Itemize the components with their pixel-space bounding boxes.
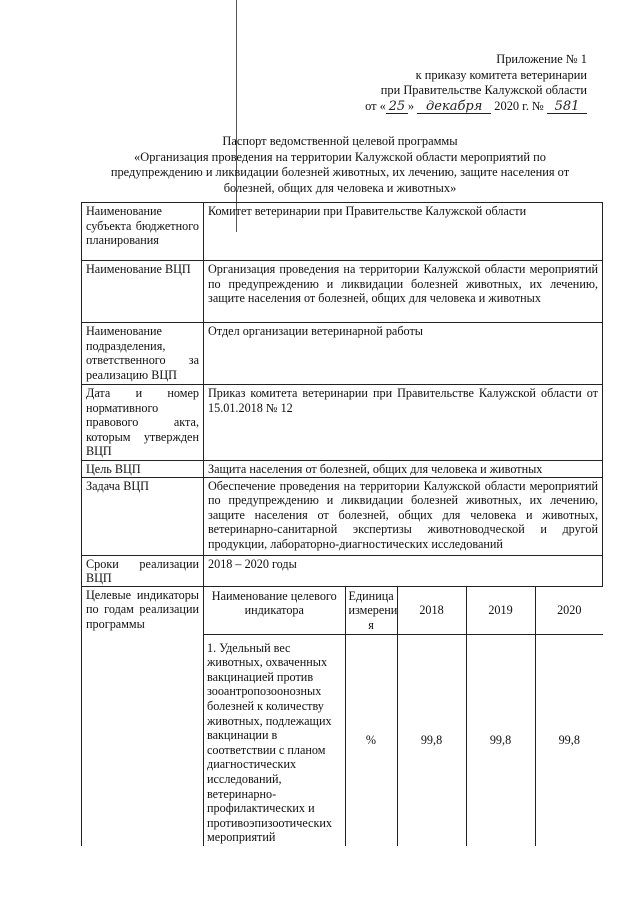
- date-day-handwritten: 25: [386, 100, 408, 114]
- indicators-header-row: [204, 587, 603, 634]
- row-label: Наименование подразделения, ответственного за реализацию ВЦП: [82, 323, 204, 385]
- table-row: [82, 461, 603, 478]
- header-2020: 2020: [535, 587, 603, 634]
- table-row: [82, 261, 603, 323]
- row-value: 2018 – 2020 годы: [204, 555, 603, 586]
- indicator-row: [204, 634, 603, 846]
- row-label: Задача ВЦП: [82, 477, 204, 555]
- appendix-line-1: Приложение № 1: [496, 52, 587, 66]
- indicators-label: Целевые индикаторы по годам реализации программы: [82, 586, 204, 846]
- appendix-line-3: при Правительстве Калужской области: [380, 83, 587, 97]
- row-label: Цель ВЦП: [82, 461, 204, 478]
- header-indicator-name: Наименование целевого индикатора: [204, 587, 345, 634]
- table-row: [82, 203, 603, 261]
- date-year: 2020 г. №: [494, 98, 544, 113]
- indicator-value-2020: 99,8: [535, 634, 603, 846]
- row-label: Наименование ВЦП: [82, 261, 204, 323]
- header-unit: Единица измерени я: [345, 587, 397, 634]
- row-value: Отдел организации ветеринарной работы: [204, 323, 603, 385]
- indicator-value-2019: 99,8: [466, 634, 535, 846]
- table-row: [82, 323, 603, 385]
- indicator-name: 1. Удельный вес животных, охваченных вакцинацией против зооантропозоонозных болезней к количеству животных, подлежащих вакцинации в соответствии с планом диагностических исследований, ветеринарно-профилактических и противоэпизоотических мероприятий: [204, 634, 345, 846]
- row-label: Наименование субъекта бюджетного планирования: [82, 203, 204, 261]
- table-row: [82, 555, 603, 586]
- row-value: Обеспечение проведения на территории Калужской области мероприятий по предупреждению и ликвидации болезней животных, их лечению, защите населения от болезней, общих для человека и животных, ветеринарно-санитарной экспертизы животноводческой и другой продукции, лабораторно-диагностических исследований: [204, 477, 603, 555]
- indicator-value-2018: 99,8: [397, 634, 466, 846]
- row-label: Дата и номер нормативного правового акта, которым утвержден ВЦП: [82, 385, 204, 461]
- date-prefix: от «: [365, 98, 386, 113]
- row-value: Организация проведения на территории Калужской области мероприятий по предупреждению и ликвидации болезней животных, их лечению, защите населения от болезней, общих для человека и животных: [204, 261, 603, 323]
- appendix-block: [365, 52, 587, 114]
- indicator-unit: %: [345, 634, 397, 846]
- row-label: Сроки реализации ВЦП: [82, 555, 204, 586]
- passport-table: [81, 202, 603, 846]
- appendix-line-2: к приказу комитета ветеринарии: [415, 67, 587, 82]
- title-line-4: болезней, общих для человека и животных»: [223, 180, 457, 195]
- indicators-table: [204, 587, 603, 846]
- header-2019: 2019: [466, 587, 535, 634]
- order-number-handwritten: 581: [547, 100, 587, 114]
- date-close: »: [407, 98, 415, 113]
- appendix-date-line: [365, 99, 587, 115]
- date-month-handwritten: декабря: [417, 100, 491, 114]
- row-value: Комитет ветеринарии при Правительстве Калужской области: [204, 203, 603, 261]
- title-line-3: предупреждению и ликвидации болезней животных, их лечению, защите населения от: [110, 165, 570, 179]
- header-2018: 2018: [397, 587, 466, 634]
- indicators-cell: [204, 586, 603, 846]
- document-title: [80, 134, 600, 196]
- fold-line: [236, 0, 237, 232]
- row-value: Защита населения от болезней, общих для человека и животных: [204, 461, 603, 478]
- indicators-row: [82, 586, 603, 846]
- title-line-1: Паспорт ведомственной целевой программы: [222, 134, 458, 148]
- title-line-2: «Организация проведения на территории Калужской области мероприятий по: [134, 149, 546, 164]
- table-row: [82, 385, 603, 461]
- row-value: Приказ комитета ветеринарии при Правительстве Калужской области от 15.01.2018 № 12: [204, 385, 603, 461]
- table-row: [82, 477, 603, 555]
